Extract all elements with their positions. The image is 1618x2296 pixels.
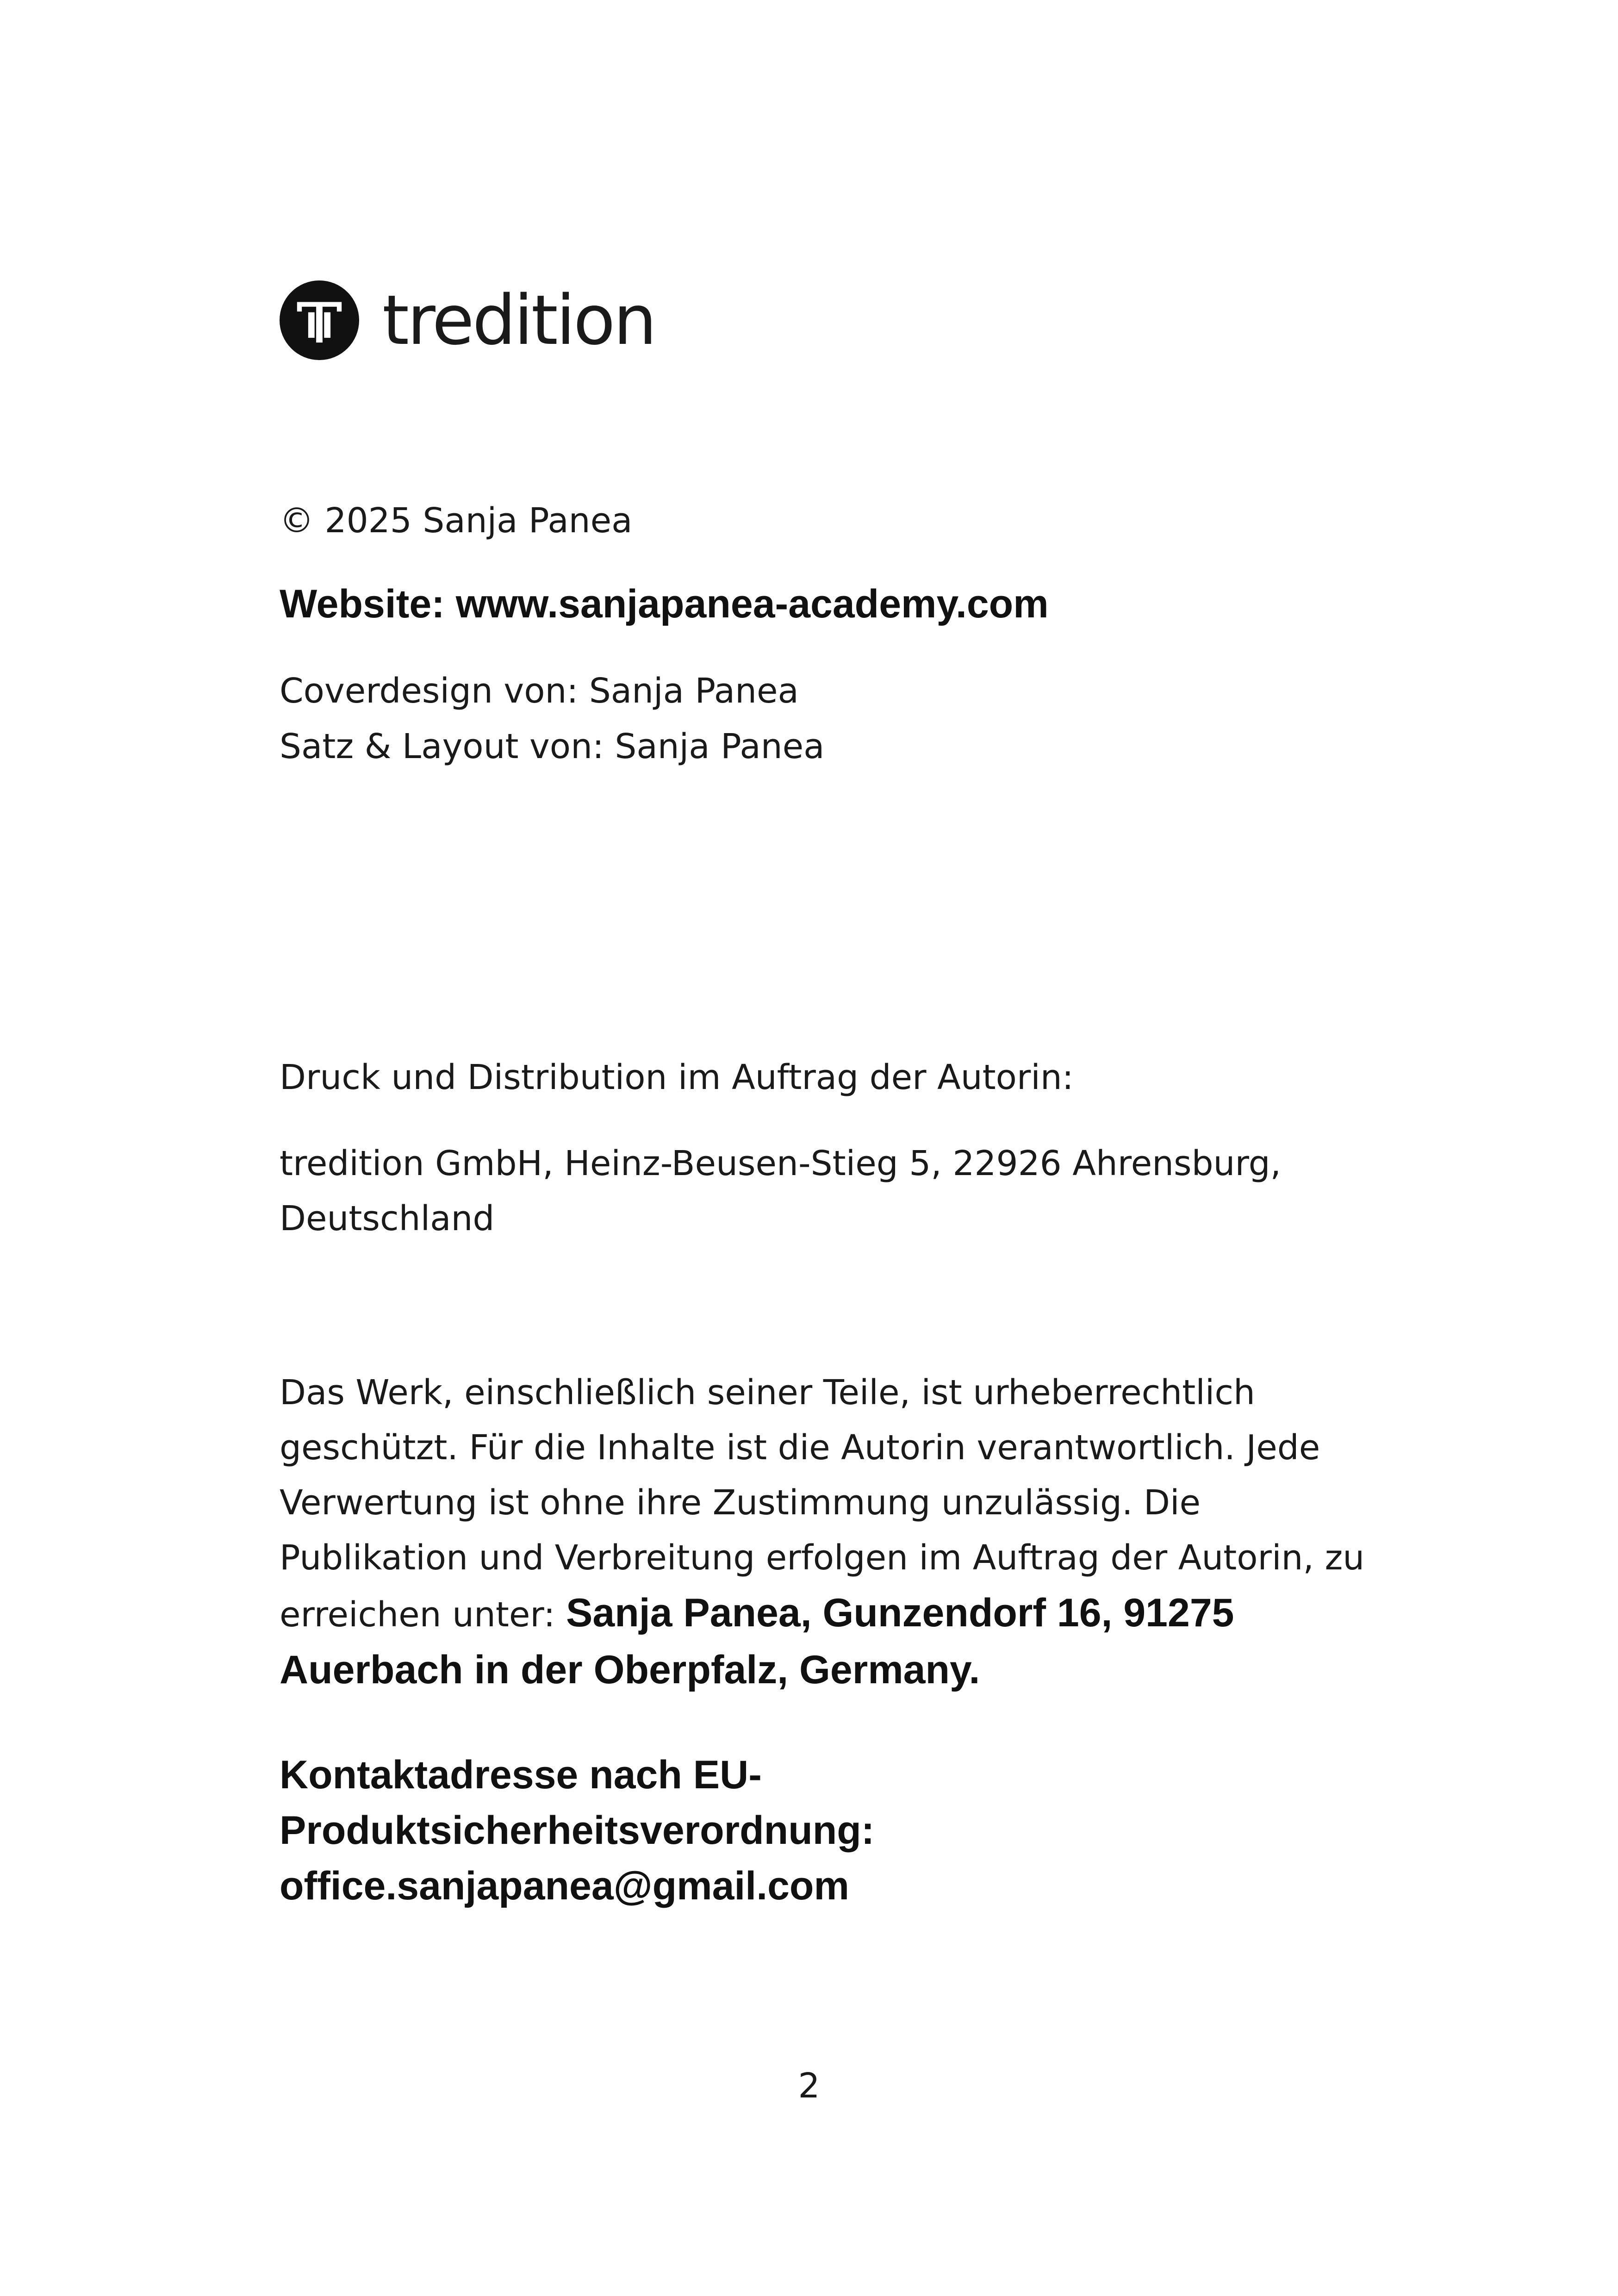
layout-credit: Satz & Layout von: Sanja Panea (280, 727, 825, 766)
publisher-logo (280, 280, 655, 361)
legal-notice (280, 1365, 1372, 1699)
author-address: Sanja Panea, Gunzendorf 16, 91275 Auerbach in der Oberpfalz, Germany. (280, 1591, 1234, 1692)
cover-credit: Coverdesign von: Sanja Panea (280, 671, 799, 711)
page-number: 2 (798, 2066, 820, 2106)
legal-text: Das Werk, einschließlich seiner Teile, ist urheberrechtlich geschützt. Für die Inhalte ist die Autorin verantwortlich. Jede Verwertung ist ohne ihre Zustimmung unzulässig. Die Publikation und Verbreitung erfolgen im Auftrag der Autorin, zu erreichen unter: (280, 1373, 1365, 1635)
contact-label-line1: Kontaktadresse nach EU- (280, 1753, 762, 1797)
distribution-heading: Druck und Distribution im Auftrag der Autorin: (280, 1058, 1074, 1097)
contact-block (280, 1747, 1066, 1914)
distributor-address-line2: Deutschland (280, 1199, 495, 1238)
copyright-line: © 2025 Sanja Panea (280, 501, 633, 541)
contact-email: office.sanjapanea@gmail.com (280, 1864, 849, 1908)
contact-label-line2: Produktsicherheitsverordnung: (280, 1808, 875, 1853)
tredition-logo-icon (280, 280, 359, 360)
distributor-address-line1: tredition GmbH, Heinz-Beusen-Stieg 5, 22926 Ahrensburg, (280, 1144, 1282, 1183)
logo-wordmark: tredition (382, 280, 655, 360)
website-line: Website: www.sanjapanea-academy.com (280, 582, 1049, 626)
